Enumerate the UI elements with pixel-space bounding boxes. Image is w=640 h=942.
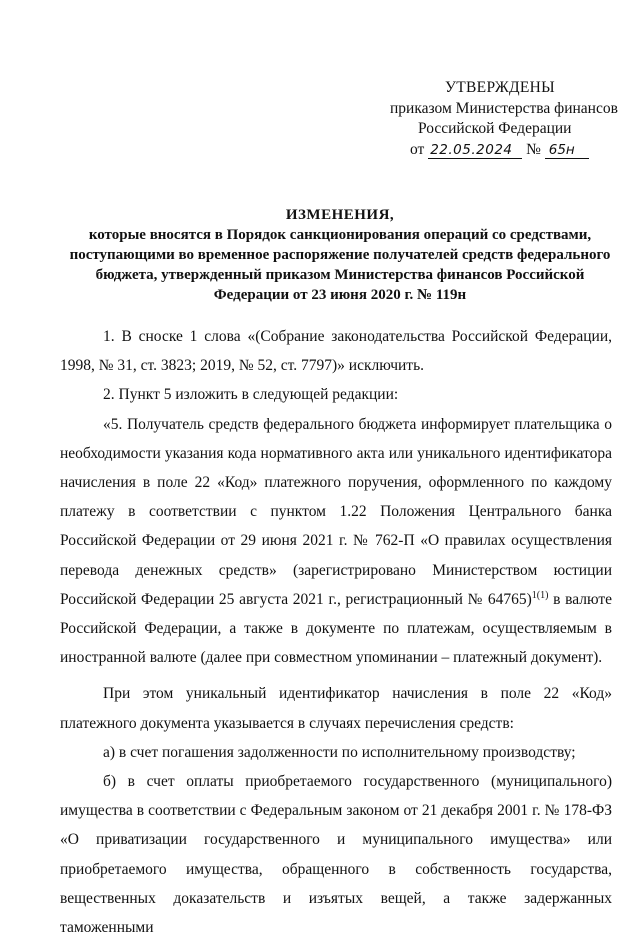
paragraph-6: б) в счет оплаты приобретаемого государственного (муниципального) имущества в соответствии с Федеральным законом от 21 декабря 2001 г. № 178-ФЗ «О приватизации государственного и муниципального имущества» или приобретаемого имущества, обращенного в собственность государства, вещественных доказательств и изъятых вещей, а также задержанных таможенными bbox=[60, 773, 612, 937]
handwritten-number: 65н bbox=[545, 143, 589, 159]
paragraph-3-text-end: в валюте Российской Федерации, а также в документе по платежам, осуществляемым в иностранной валюте (далее при совместном упоминании – платежный документ). bbox=[60, 590, 612, 667]
title-line: которые вносятся в Порядок санкционирования операций со средствами, bbox=[88, 227, 592, 243]
paragraph-3 bbox=[60, 410, 612, 673]
approval-stamp bbox=[380, 78, 620, 160]
number-prefix: № bbox=[526, 140, 541, 158]
title-line: поступающими во временное распоряжение получателей средств федерального bbox=[69, 247, 611, 263]
paragraph-1: 1. В сноске 1 слова «(Собрание законодательства Российской Федерации, 1998, № 31, ст. 3823; 2019, № 52, ст. 7797)» исключить. bbox=[60, 328, 612, 375]
handwritten-date: 22.05.2024 bbox=[428, 143, 522, 159]
paragraph-2: 2. Пункт 5 изложить в следующей редакции: bbox=[103, 386, 399, 404]
document-title bbox=[60, 205, 620, 305]
approval-line: приказом Министерства финансов bbox=[390, 99, 618, 117]
title-heading: ИЗМЕНЕНИЯ, bbox=[285, 207, 395, 223]
document-body bbox=[60, 322, 612, 942]
approval-date-line bbox=[380, 140, 620, 161]
title-line: бюджета, утвержденный приказом Министерства финансов Российской bbox=[95, 267, 585, 283]
approval-heading: УТВЕРЖДЕНЫ bbox=[445, 79, 555, 96]
footnote-marker: 1(1) bbox=[531, 589, 549, 601]
approval-line: Российской Федерации bbox=[418, 120, 572, 137]
paragraph-3-text: «5. Получатель средств федерального бюджета информирует плательщика о необходимости указания кода нормативного акта или уникального идентификатора начисления в поле 22 «Код» платежного поручения, оформленного по каждому платежу в соответствии с пунктом 1.22 Положения Центрального банка Российской Федерации от 29 июня 2021 г. № 762-П «О правилах осуществления перевода денежных средств» (зарегистрировано Министерством юстиции Российской Федерации 25 августа 2021 г., регистрационный № 64765) bbox=[60, 415, 612, 608]
paragraph-5: а) в счет погашения задолженности по исполнительному производству; bbox=[103, 743, 576, 761]
paragraph-4: При этом уникальный идентификатор начисления в поле 22 «Код» платежного документа указывается в случаях перечисления средств: bbox=[60, 685, 612, 732]
title-line: Федерации от 23 июня 2020 г. № 119н bbox=[213, 287, 467, 303]
date-prefix: от bbox=[410, 140, 425, 158]
